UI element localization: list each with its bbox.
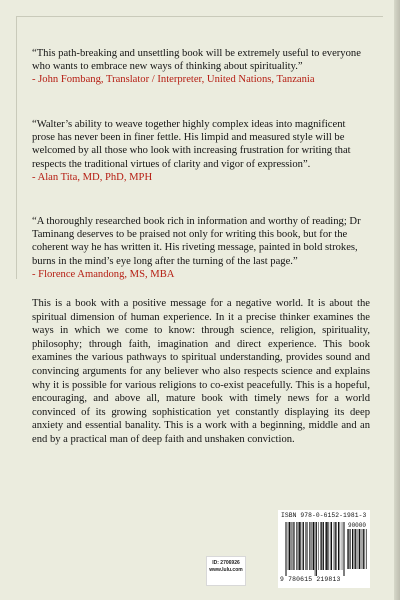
quote-attribution: - Alan Tita, MD, PhD, MPH (32, 171, 153, 183)
barcode-bar (347, 529, 348, 569)
quote-attribution: - Florence Amandong, MS, MBA (32, 268, 175, 280)
barcode-bar (318, 522, 319, 570)
barcode-bar (328, 522, 329, 570)
endorsement-quote-1 (32, 47, 368, 87)
barcode-bar (307, 522, 308, 570)
barcode-bar (336, 522, 337, 570)
barcode-bar (363, 529, 364, 569)
barcode-bar (326, 522, 328, 570)
barcode-bar (298, 522, 299, 570)
barcode-bar (305, 522, 306, 570)
endorsement-quote-3 (32, 215, 368, 281)
barcode-bar (315, 522, 316, 576)
endorsement-quote-2 (32, 118, 368, 184)
cover-edge-shadow (394, 0, 400, 600)
barcode-bar (358, 529, 359, 569)
price-code: 90000 (347, 522, 366, 529)
barcode-bar (335, 522, 336, 570)
quote-attribution: - John Fombang, Translator / Interpreter, United Nations, Tanzania (32, 74, 315, 86)
barcode-bar (302, 522, 303, 570)
ean-barcode-bars (285, 522, 345, 576)
barcode-bar (338, 522, 339, 570)
barcode-bar (340, 522, 341, 570)
barcode-bar (342, 522, 343, 570)
quote-text: “A thoroughly researched book rich in information and worthy of reading; Dr Taminang deserves to be praised not only for writing this book, but for the coherent way he has written it. His riveting message, painted in bold strokes, burns in the mind’s eye long after the turning of the last page.” (32, 216, 361, 267)
barcode-bar (311, 522, 312, 570)
ean-digits: 9 780615 219813 (280, 576, 341, 583)
barcode-bar (303, 522, 304, 570)
isbn-barcode (278, 510, 370, 588)
barcode-bar (296, 522, 297, 570)
publisher-website: www.lulu.com (209, 566, 243, 573)
barcode-bar (334, 522, 335, 570)
barcode-bar (350, 529, 351, 569)
barcode-bar (344, 522, 345, 576)
barcode-bar (325, 522, 326, 570)
publisher-id: ID: 2706926 (212, 560, 240, 566)
addon-barcode-bars (347, 529, 367, 575)
barcode-bar (348, 529, 349, 569)
isbn-label: ISBN 978-0-6152-1981-3 (281, 512, 367, 519)
barcode-bar (323, 522, 324, 570)
barcode-bar (293, 522, 294, 570)
barcode-bar (343, 522, 344, 576)
barcode-bar (288, 522, 289, 570)
barcode-bar (330, 522, 331, 570)
barcode-bar (321, 522, 322, 570)
barcode-bar (331, 522, 332, 570)
barcode-bar (359, 529, 360, 569)
quote-text: “This path-breaking and unsettling book will be extremely useful to everyone who wants to embrace new ways of thinking about spirituality.” (32, 48, 361, 73)
publisher-id-box (206, 556, 246, 586)
barcode-bar (294, 522, 295, 570)
barcode-bar (320, 522, 321, 570)
barcode-bar (361, 529, 362, 569)
barcode-bar (289, 522, 291, 570)
barcode-bar (313, 522, 315, 570)
book-description: This is a book with a positive message for a negative world. It is about the spiritual dimension of human experience. In it a precise thinker examines the ways in which we come to know: through science, religion, spirituality, philosophy; through faith, imagination and direct experience. This book examines the various pathways to spiritual understanding, provides sound and convincing arguments for any believer who also respects science and explains why it is possible for various religions to co-exist peacefully. This is a hopeful, encouraging, and above all, mature book with timely news for a world convinced of its growing sophistication yet constantly displaying its deep anxiety and essential banality. This is a work with a beginning, middle and an end by a practical man of deep faith and unshaken conviction. (32, 298, 370, 445)
barcode-bar (352, 529, 353, 569)
barcode-bar (366, 529, 367, 569)
barcode-bar (285, 522, 286, 576)
barcode-bar (309, 522, 310, 570)
barcode-bar (306, 522, 307, 570)
barcode-bar (355, 529, 356, 569)
quote-text: “Walter’s ability to weave together highly complex ideas into magnificent prose has never been in finer fettle. His limpid and measured style will be welcomed by all those who look with increasing frustration for writing that respects the traditional virtues of clarity and vigor of expression”. (32, 119, 351, 170)
barcode-bar (354, 529, 355, 569)
barcode-bar (286, 522, 287, 576)
barcode-bar (365, 529, 366, 569)
barcode-bar (316, 522, 317, 576)
barcode-bar (299, 522, 301, 570)
barcode-bar (291, 522, 292, 570)
